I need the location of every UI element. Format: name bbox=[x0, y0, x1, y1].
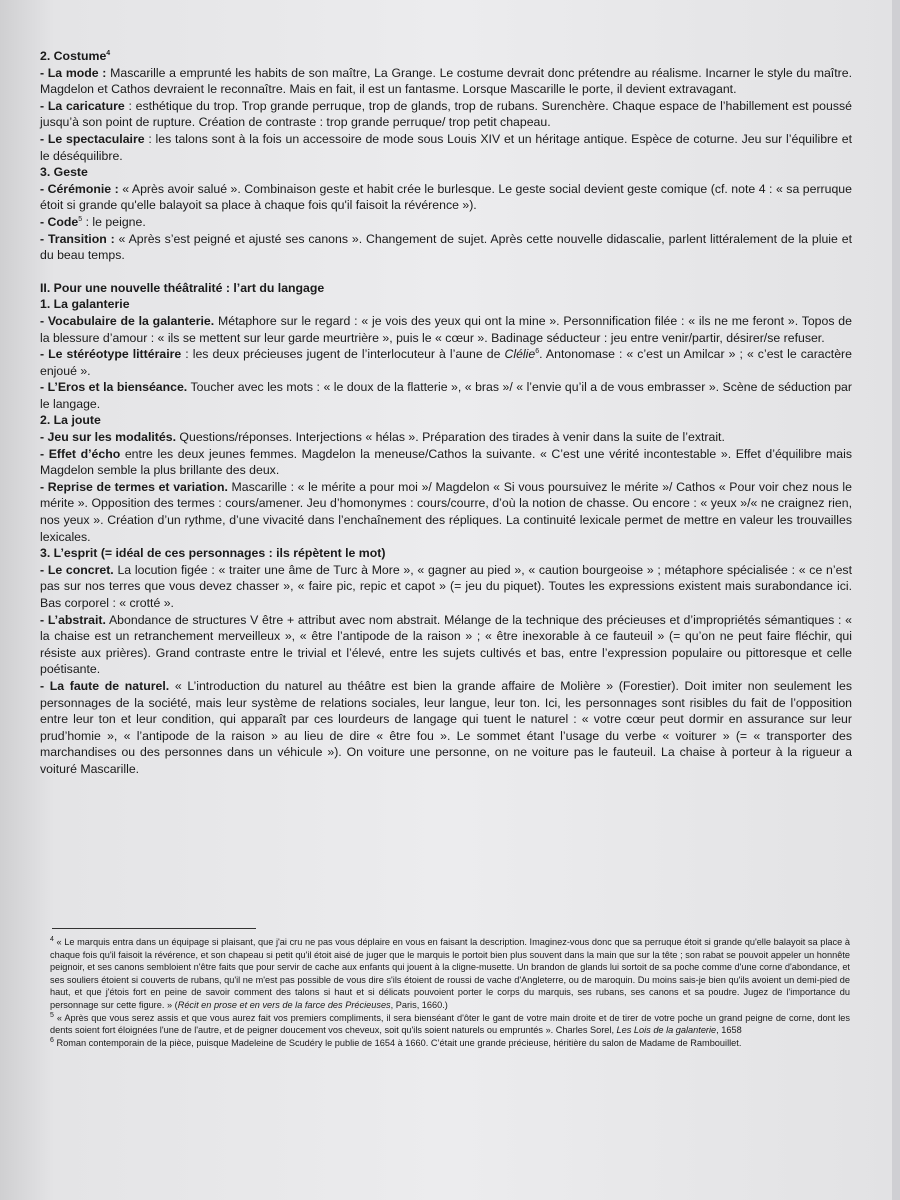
para-jeu: - Jeu sur les modalités. Questions/réponses. Interjections « hélas ». Préparation des tirades à venir dans la suite de l’extrait. bbox=[40, 430, 725, 445]
heading-galanterie: 1. La galanterie bbox=[40, 297, 130, 312]
heading-joute: 2. La joute bbox=[40, 413, 101, 428]
para-abstrait: - L’abstrait. Abondance de structures V être + attribut avec nom abstrait. Mélange de la technique des précieuses et d’impropriétés sémantiques : « la chaise est un retranchement merveilleux », « être l’antipode de la raison » ; « être inexorable à ce fauteuil » (= qu’on ne peut faire fléchir, qui résiste aux prières). Grand contraste entre le trivial et l’élevé, entre les sujets cultivés et bas, entre l’expression populaire ou pittoresque et celle poétisante. bbox=[40, 612, 852, 677]
para-stereotype: - Le stéréotype littéraire : les deux précieuses jugent de l’interlocuteur à l’aune de Clélie$^6$. Antonomase : « c’est un Amilcar » ; « c’est le caractère enjoué ». bbox=[40, 347, 852, 378]
footnote-separator bbox=[52, 928, 256, 929]
footnote-5: $^5$ « Après que vous serez assis et que vous aurez fait vos premiers compliments, il sera bienséant d'ôter le gant de votre main droite et de tirer de votre poche un grand peigne de corne, dont les dents soient fort éloignées l'une de l'autre, et de peigner doucement vos cheveux, soit qu'ils soient naturels ou empruntés ». Charles Sorel, Les Lois de la galanterie, 1658 bbox=[50, 1011, 850, 1036]
para-caricature: - La caricature : esthétique du trop. Trop grande perruque, trop de glands, trop de rubans. Surenchère. Chaque espace de l’habillement est poussé jusqu’à son point de rupture. Création de contraste : trop grande perruque/ trop petit chapeau. bbox=[40, 98, 852, 130]
heading-part2: II. Pour une nouvelle théâtralité : l’art du langage bbox=[40, 280, 325, 295]
footnote-4: $^4$ « Le marquis entra dans un équipage si plaisant, que j'ai cru ne pas vous déplaire en vous en faisant la description. Imaginez-vous donc que sa perruque étoit si grande qu'elle balayoit sa place à chaque fois qu'il faisoit la révérence, et son chapeau si petit qu'il étoit aisé de juger que le marquis le portoit bien plus souvent dans la main que sur la tête ; son rabat se pouvoit appeler un honnête peignoir, et ses canons sembloient n'être faits que pour servir de cache aux enfants qui jouent à la cligne-musette. Un brandon de glands lui sortoit de sa poche comme d'une corne d'abondance, et ses souliers étoient si couverts de rubans, qu'il ne m'est pas possible de vous dire s'ils étoient de roussi de vache d'Angleterre, ou de maroquin. Du moins sais-je bien qu'ils avoient un demi-pied de haut, et que j'étois fort en peine de savoir comment des talons si haut et si délicats pouvoient porter le corps du marquis, ses rubans, ses canons et sa poudre. Jugez de l'importance du personnage sur cette figure. » (Récit en prose et en vers de la farce des Précieuses, Paris, 1660.) bbox=[50, 935, 850, 1010]
para-echo: - Effet d’écho entre les deux jeunes femmes. Magdelon la meneuse/Cathos la suivante. « C’est une vérité incontestable ». Effet d’équilibre mais Magdelon semble la plus brillante des deux. bbox=[40, 446, 852, 478]
heading-esprit: 3. L’esprit (= idéal de ces personnages : ils répètent le mot) bbox=[40, 546, 386, 561]
heading-geste: 3. Geste bbox=[40, 165, 88, 180]
para-code: - Code$^5$ : le peigne. bbox=[40, 214, 146, 229]
footnotes bbox=[50, 936, 850, 1049]
heading-costume: 2. Costume$^4$ bbox=[40, 49, 111, 63]
para-reprise: - Reprise de termes et variation. Mascarille : « le mérite a pour moi »/ Magdelon « Si vous poursuivez le mérite »/ Cathos « Pour voir chez nous le mérite ». Opposition des termes : cours/amener. Jeu d’homonymes : cours/courre, d’où la notion de chasse. Ou encore : « yeux »/« ne craignez rien, nos yeux ». Création d’un rythme, d’une vivacité dans l’enchaînement des répliques. La continuité lexicale permet de mettre en valeur les trouvailles lexicales. bbox=[40, 479, 852, 544]
page-edge-shadow bbox=[892, 0, 900, 1200]
para-transition: - Transition : « Après s’est peigné et ajusté ses canons ». Changement de sujet. Après cette nouvelle didascalie, parlent littéralement de la pluie et du beau temps. bbox=[40, 231, 852, 263]
para-eros: - L’Eros et la bienséance. Toucher avec les mots : « le doux de la flatterie », « bras »/ « l’envie qu’il a de vous embrasser ». Scène de séduction par le langage. bbox=[40, 380, 852, 411]
document-body bbox=[40, 48, 852, 778]
para-mode: - La mode : Mascarille a emprunté les habits de son maître, La Grange. Le costume devrait donc prétendre au réalisme. Incarner le style du maître. Magdelon et Cathos devraient le reconnaître. Mais en fait, il est un fantasme. Lorsque Mascarille le porte, il devient extravagant. bbox=[40, 65, 852, 97]
para-spectaculaire: - Le spectaculaire : les talons sont à la fois un accessoire de mode sous Louis XIV et un héritage antique. Espèce de coturne. Jeu sur l’équilibre et le déséquilibre. bbox=[40, 131, 852, 163]
footnote-6: $^6$ Roman contemporain de la pièce, puisque Madeleine de Scudéry le publie de 1654 à 1660. C’était une grande précieuse, héritière du salon de Madame de Rambouillet. bbox=[50, 1036, 742, 1048]
para-vocabulaire: - Vocabulaire de la galanterie. Métaphore sur le regard : « je vois des yeux qui ont la mine ». Personnification filée : « ils ne me feront ». Topos de la blessure d’amour : « ils se mettent sur leur garde meurtrière », puis le « cœur ». Badinage séducteur : jeu entre venir/partir, désirer/se refuser. bbox=[40, 313, 852, 345]
para-ceremonie: - Cérémonie : « Après avoir salué ». Combinaison geste et habit crée le burlesque. Le geste social devient geste comique (cf. note 4 : « sa perruque étoit si grande qu'elle balayoit sa place à chaque fois qu'il faisoit la révérence »). bbox=[40, 181, 852, 213]
para-concret: - Le concret. La locution figée : « traiter une âme de Turc à More », « gagner au pied », « caution bourgeoise » ; métaphore spécialisée : « ce n’est pas sur nos terres que vous devez chasser », « faire pic, repic et capot » (= jeu du piquet). Toutes les expressions existent mais surabondance ici. Bas corporel : « crotté ». bbox=[40, 562, 852, 610]
para-faute: - La faute de naturel. « L’introduction du naturel au théâtre est bien la grande affaire de Molière » (Forestier). Doit imiter non seulement les personnages de la société, mais leur système de relations sociales, leur langue, leur ton. Ici, les personnages sont risibles du fait de l’opposition entre leur ton et leur condition, qui apparaît par ces lourdeurs de langage qui tuent le naturel : « votre cœur peut dormir en assurance sur leur prud’homie », « l’antipode de la raison » au lieu de dire « être fou ». Le sommet étant l’usage du verbe « voiturer » (= « transporter des marchandises ou des personnes dans un véhicule »). On voiture une personne, on ne voiture pas le fauteuil. La chaise à porteur à la rigueur a voituré Mascarille. bbox=[40, 678, 852, 776]
